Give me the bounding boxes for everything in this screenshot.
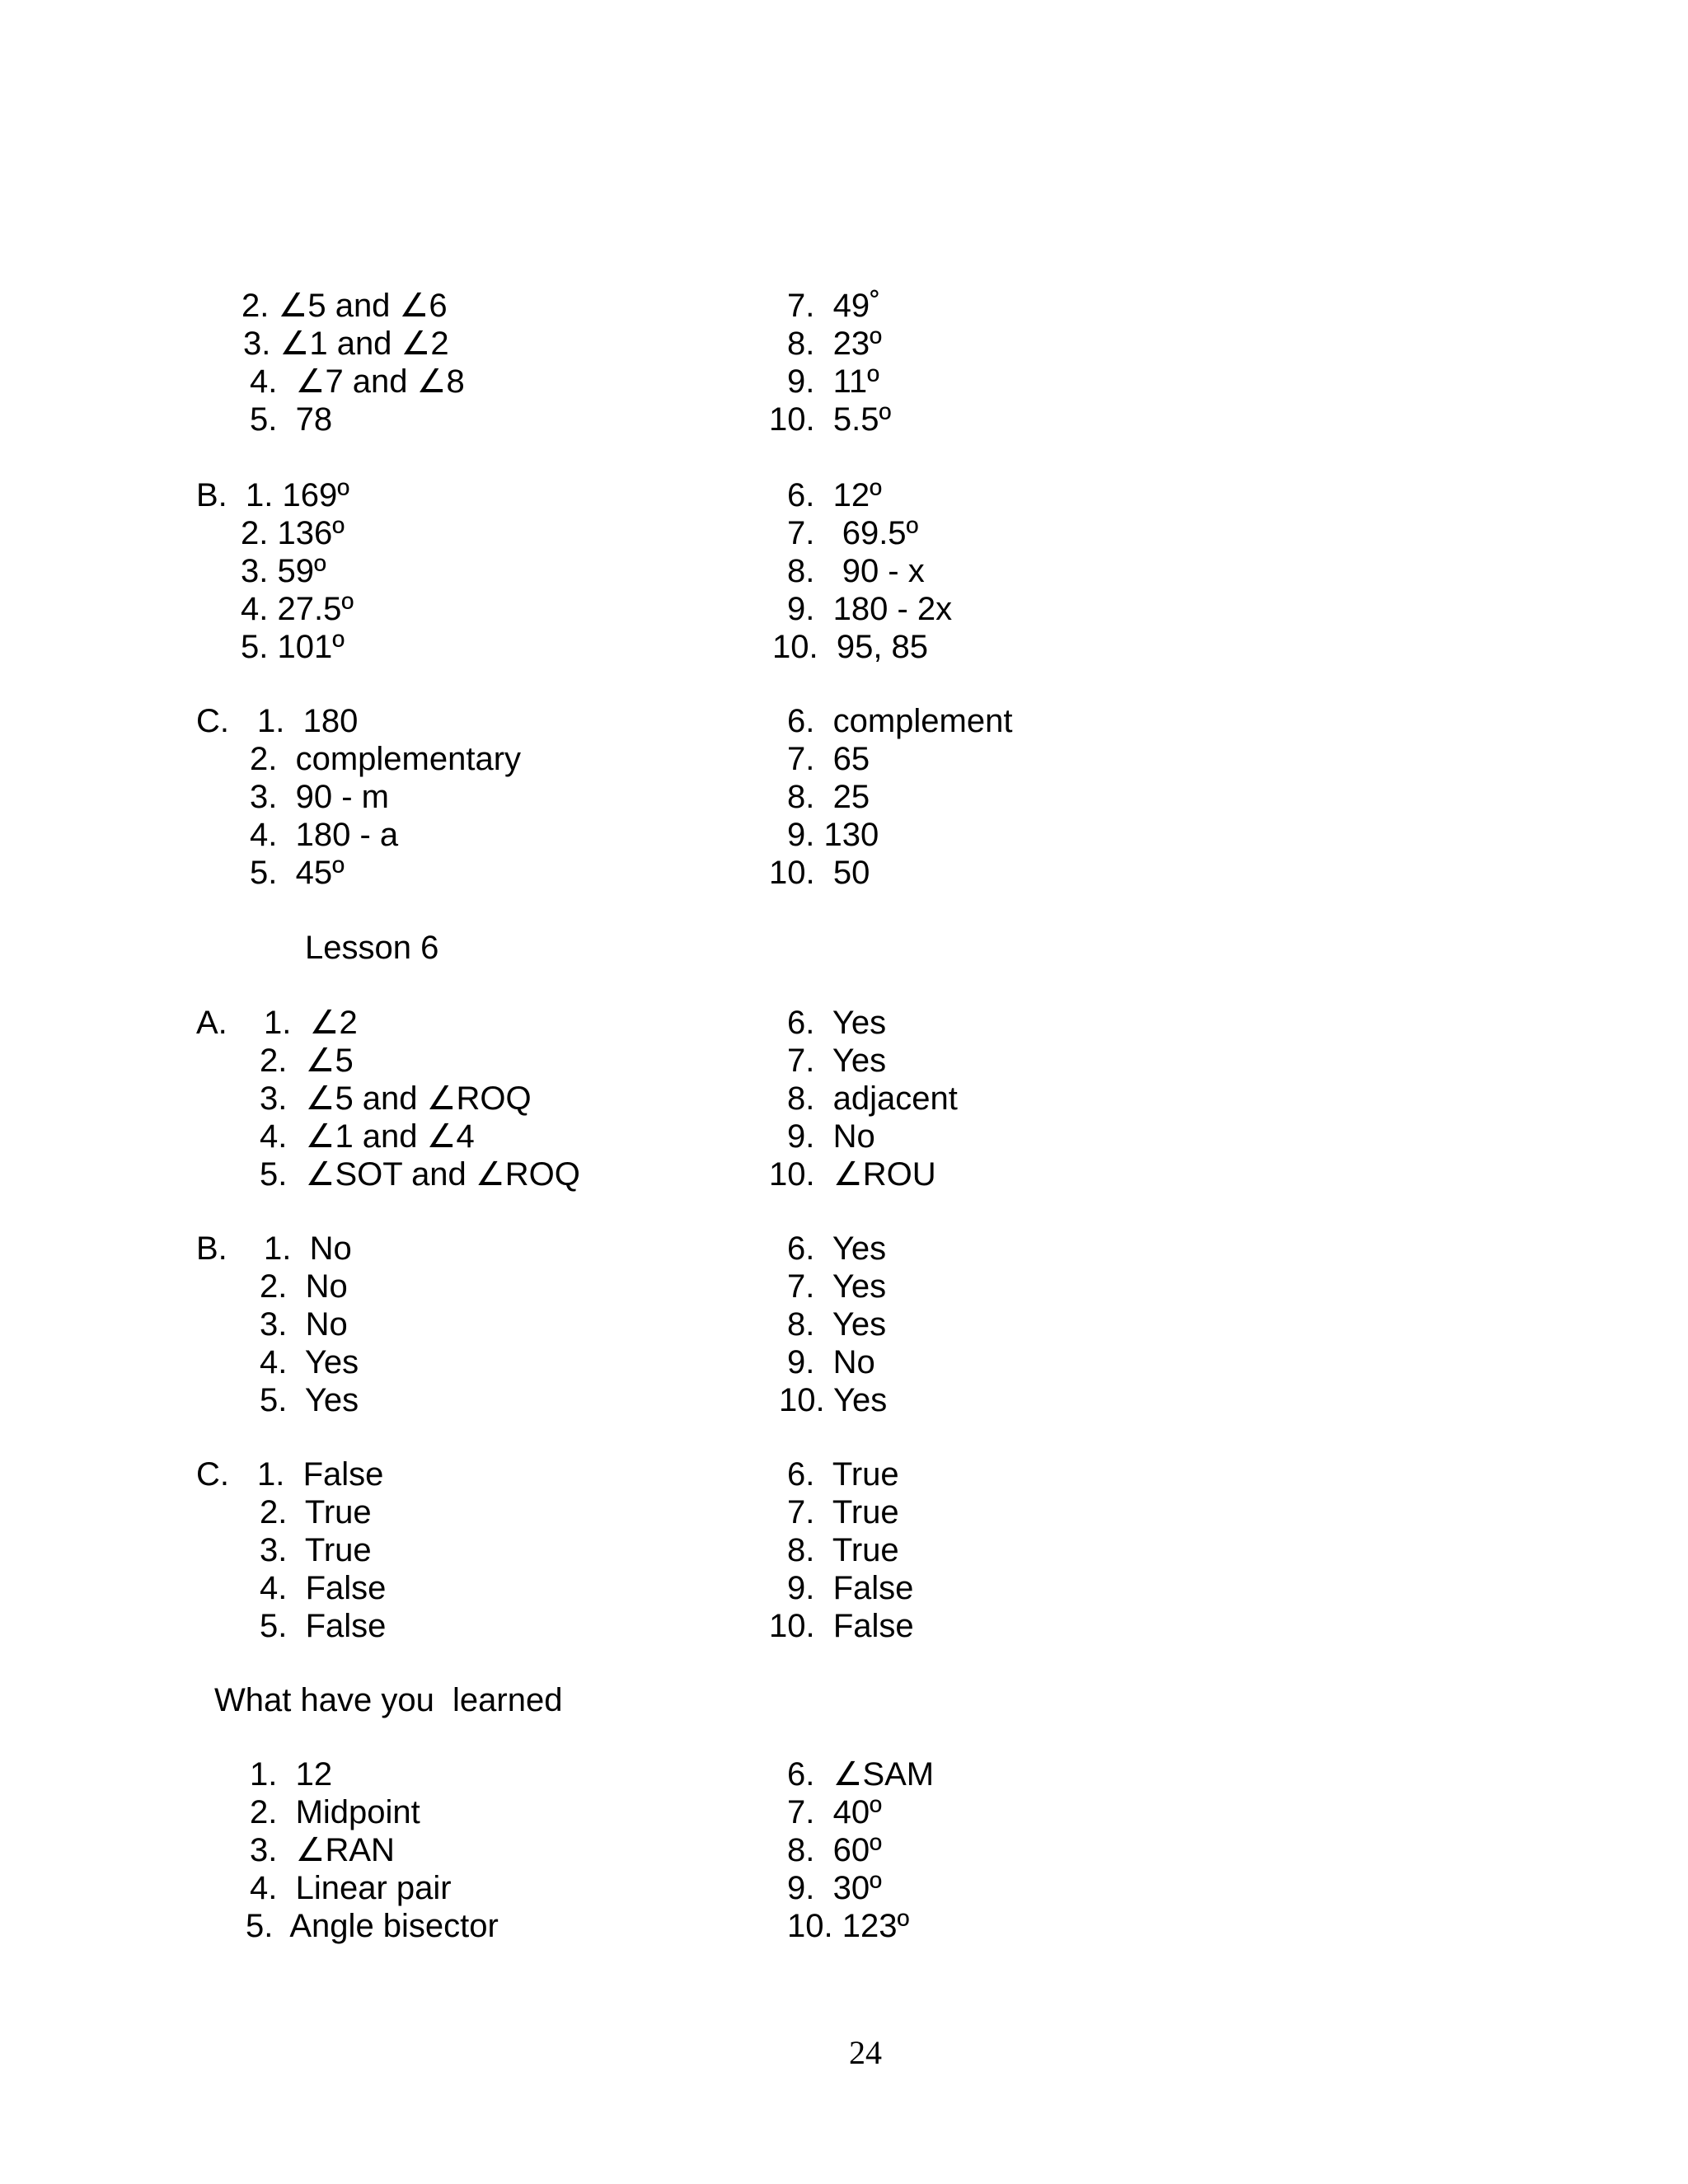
- section-label-a: A.: [196, 1005, 227, 1041]
- answer-item: 1. No: [264, 1230, 352, 1267]
- answer-item: 9. 11º: [787, 363, 879, 400]
- answer-item: 3. 90 - m: [250, 779, 389, 815]
- answer-item: 7. True: [787, 1494, 899, 1530]
- answer-item: 5. Angle bisector: [246, 1908, 499, 1944]
- answer-item: 7. Yes: [787, 1268, 887, 1305]
- answer-item: 7. 40º: [787, 1794, 882, 1830]
- answer-item: 8. True: [787, 1532, 899, 1568]
- answer-item: 7. 49˚: [787, 288, 881, 324]
- answer-item: 8. Yes: [787, 1306, 887, 1343]
- answer-item: 7. Yes: [787, 1043, 887, 1079]
- answer-item: 2. Midpoint: [250, 1794, 420, 1830]
- answer-item: 10. Yes: [779, 1382, 888, 1418]
- answer-item: 10. 50: [769, 855, 870, 891]
- answer-item: 3. No: [260, 1306, 348, 1343]
- answer-item: 9. No: [787, 1344, 875, 1380]
- answer-item: 3. ∠5 and ∠ROQ: [260, 1080, 532, 1117]
- answer-item: 9. 130: [787, 817, 879, 853]
- answer-item: 6. 12º: [787, 477, 882, 513]
- answer-item: 3. ∠1 and ∠2: [243, 326, 449, 362]
- answer-item: 9. 180 - 2x: [787, 591, 953, 627]
- answer-item: 6. complement: [787, 703, 1013, 739]
- answer-item: 5. Yes: [260, 1382, 359, 1418]
- answer-item: 1. 180: [257, 703, 359, 739]
- answer-item: 1. 12: [250, 1756, 333, 1793]
- answer-item: 5. 101º: [241, 629, 345, 665]
- section-label-b: B.: [196, 477, 227, 513]
- answer-item: 8. 90 - x: [787, 553, 925, 589]
- answer-item: 7. 65: [787, 741, 870, 777]
- answer-item: 6. Yes: [787, 1005, 887, 1041]
- answer-item: 2. 136º: [241, 515, 345, 551]
- answer-item: 4. Linear pair: [250, 1870, 452, 1906]
- answer-item: 4. ∠1 and ∠4: [260, 1118, 475, 1155]
- answer-item: 8. 23º: [787, 326, 882, 362]
- answer-item: 8. 60º: [787, 1832, 882, 1868]
- answer-item: 9. False: [787, 1570, 914, 1606]
- page-number: 24: [849, 2034, 882, 2071]
- answer-item: 1. False: [257, 1456, 384, 1493]
- answer-item: 10. 123º: [787, 1908, 910, 1944]
- answer-item: 3. 59º: [241, 553, 326, 589]
- answer-item: 8. adjacent: [787, 1080, 958, 1117]
- answer-item: 5. 78: [250, 401, 333, 438]
- answer-item: 2. complementary: [250, 741, 522, 777]
- answer-item: 5. False: [260, 1608, 387, 1644]
- section-label-c: C.: [196, 1456, 229, 1493]
- answer-item: 3. ∠RAN: [250, 1832, 395, 1868]
- answer-item: 4. False: [260, 1570, 387, 1606]
- answer-item: 4. 27.5º: [241, 591, 354, 627]
- answer-item: 8. 25: [787, 779, 870, 815]
- section-label-c: C.: [196, 703, 229, 739]
- answer-item: 1. 169º: [246, 477, 349, 513]
- answer-item: 5. 45º: [250, 855, 345, 891]
- answer-item: 10. 5.5º: [769, 401, 892, 438]
- section-label-b: B.: [196, 1230, 227, 1267]
- answer-item: 10. False: [769, 1608, 914, 1644]
- answer-item: 10. ∠ROU: [769, 1156, 936, 1193]
- answer-item: 2. ∠5: [260, 1043, 354, 1079]
- answer-item: 2. True: [260, 1494, 372, 1530]
- answer-item: 10. 95, 85: [772, 629, 929, 665]
- answer-item: 7. 69.5º: [787, 515, 919, 551]
- answer-item: 4. ∠7 and ∠8: [250, 363, 465, 400]
- answer-item: 6. ∠SAM: [787, 1756, 935, 1793]
- answer-item: 6. Yes: [787, 1230, 887, 1267]
- answer-item: 6. True: [787, 1456, 899, 1493]
- answer-item: 9. No: [787, 1118, 875, 1155]
- answer-item: 9. 30º: [787, 1870, 882, 1906]
- answer-item: 1. ∠2: [264, 1005, 358, 1041]
- lesson-heading: Lesson 6: [305, 930, 439, 966]
- answer-item: 2. No: [260, 1268, 348, 1305]
- answer-item: 2. ∠5 and ∠6: [241, 288, 448, 324]
- answer-item: 4. Yes: [260, 1344, 359, 1380]
- answer-item: 3. True: [260, 1532, 372, 1568]
- section-heading: What have you learned: [214, 1682, 563, 1718]
- answer-item: 4. 180 - a: [250, 817, 399, 853]
- answer-item: 5. ∠SOT and ∠ROQ: [260, 1156, 580, 1193]
